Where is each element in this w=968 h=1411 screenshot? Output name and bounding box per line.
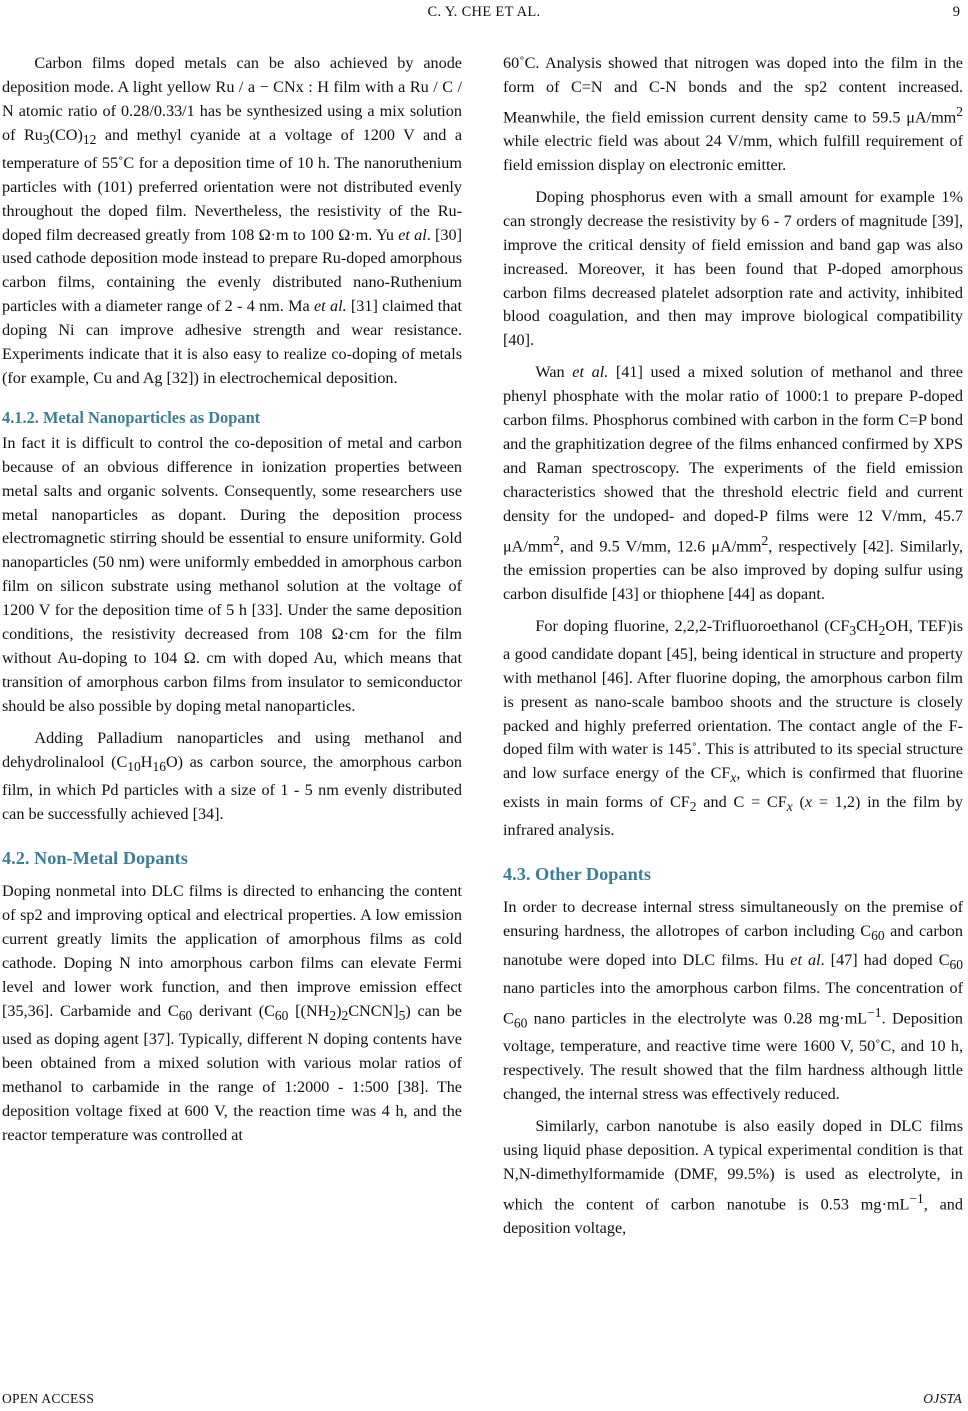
formula-cf2: $CF_2$ <box>669 792 697 814</box>
paragraph-phosphorus: Doping phosphorus even with a small amount for example 1% can strongly decrease the resistivity by 6 - 7 orders of magnitude [39], improve the critical density of field emission and band gap was also increased. Moreover, it has been found that P-doped amorphous carbon films decreased platelet adsorption rate and activity, inhibited blood coagulation, and then may improve biological compatibility [40]. <box>503 187 963 350</box>
section-heading-4-2: 4.2. Non-Metal Dopants <box>2 847 188 868</box>
paragraph-wan: Wan et al. [41] used a mixed solution of methanol and three phenyl phosphate with the molar ratio of 1000:1 to prepare P-doped carbon films. Phosphorus combined with carbon in the form C=P bond and the graphitization degree of the films enhanced confirmed by XPS and Raman spectroscopy. The experiments of the field emission characteristics showed that the threshold electric field and current density for the undoped- and doped-P films were 12 V/mm, 45.7 $\mu A/mm^2$, and 9.5 V/mm, 12.6 $\mu A/mm^2$, respectively [42]. Similarly, the emission properties can be also improved by doping sulfur using carbon disulfide [43] or thiophene [44] as dopant. <box>503 363 964 603</box>
formula-cfx: $CF_x$ <box>710 764 737 786</box>
running-title: C. Y. CHE ET AL. <box>427 4 541 20</box>
page-header <box>0 0 968 30</box>
paragraph-nonmetal: Doping nonmetal into DLC films is directed to enhancing the content of sp2 and improving optical and electrical properties. A low emission current greatly limits the application of amorphous films as cold cathode. Doping N into amorphous carbon films can elevate Fermi level and lower work function, and then improve emission effect [35,36]. Carbamide and $C_{60}$ derivant ($C_{60}$ $[(NH_2)_2CNCN]_5$) can be used as doping agent [37]. Typically, different N doping contents have been obtained from a mixed solution with various molar ratios of methanol to carbamide in the range of 1:2000 - 1:500 [38]. The deposition voltage fixed at 600 V, the reaction time was 4 h, and the reactor temperature was controlled at <box>2 882 462 1144</box>
paragraph-other-dopants: In order to decrease internal stress simultaneously on the premise of ensuring hardness, the allotropes of carbon including $C_{60}$ and carbon nanotube were doped into DLC films. Hu et al. [47] had doped $C_{60}$ nano particles into the amorphous carbon films. The concentration of $C_{60}$ nano particles in the electrolyte was 0.28 $mg\cdot mL^{-1}$. Deposition voltage, temperature, and reactive time were 1600 V, 50˚C, and 10 h, respectively. The result showed that the film hardness although little changed, the internal stress was effectively reduced. <box>503 898 964 1103</box>
formula-cf3ch2oh: $CF_3CH_2OH$ <box>829 616 909 638</box>
paragraph-palladium: Adding Palladium nanoparticles and using methanol and dehydrolinalool $(C_{10}H_{16}O)$ as carbon source, the amorphous carbon film, in which Pd particles with a size of 1 - 5 nm evenly distributed can be successfully achieved [34]. <box>2 728 463 823</box>
paragraph-ru-doping: Carbon films doped metals can be also achieved by anode deposition mode. A light yellow Ru / a − CNx : H film with a Ru / C / N atomic ratio of 0.28/0.33/1 has be synthesized using a mix solution of $Ru_3(CO)_{12}$ and methyl cyanide at a voltage of 1200 V and a temperature of 55˚C for a deposition time of 10 h. The nanoruthenium particles with (101) preferred orientation were not distributed evenly throughout the doped film. Nevertheless, the resistivity of the Ru-doped film decreased greatly from 108 Ω·m to 100 Ω·m. Yu et al. [30] used cathode deposition mode instead to prepare Ru-doped amorphous carbon films, containing the evenly distributed nano-Ruthenium particles with a diameter range of 2 - 4 nm. Ma et al. [31] claimed that doping Ni can improve adhesive strength and wear resistance. Experiments indicate that it is also easy to realize co-doping of metals (for example, Cu and Ag [32]) in electrochemical deposition. <box>2 54 462 388</box>
formula-ru-c-n: Ru / C / N <box>2 77 462 120</box>
subsection-heading-4-1-2: 4.1.2. Metal Nanoparticles as Dopant <box>2 407 261 427</box>
page-number: 9 <box>952 4 960 20</box>
formula-ru-a-cnx-h: Ru / a − CNx : H <box>215 77 329 96</box>
section-heading-4-3: 4.3. Other Dopants <box>503 863 651 884</box>
footer-open-access: OPEN ACCESS <box>2 1391 95 1406</box>
paragraph-carbon-nanotube: Similarly, carbon nanotube is also easily doped in DLC films using liquid phase deposition. A typical experimental condition is that N,N-dimethylformamide (DMF, 99.5%) is used as electrolyte, in which the content of carbon nanotube is 0.53 $mg\cdot mL^{-1}$, and deposition voltage, <box>503 1116 963 1237</box>
formula-ru3co12: $Ru_3(CO)_{12}$ <box>23 125 97 147</box>
paragraph-nanoparticles: In fact it is difficult to control the co-deposition of metal and carbon because of an obvious difference in ionization properties between metal salts and organic solvents. Consequently, some researchers use metal nanoparticles as dopant. During the deposition process electromagnetic stirring should be essential to ensure uniformity. Gold nanoparticles (50 nm) were uniformly embedded in amorphous carbon film on silicon substrate using methanol solution at the voltage of 1200 V for the deposition time of 5 h [33]. Under the same deposition conditions, the resistivity decreased from 108 Ω·cm for the film without Au-doping to 104 Ω. cm with doped Au, which means that transition of amorphous carbon films from insulator to semiconductor should be also possible by doping metal nanoparticles. <box>2 433 462 715</box>
footer-journal: OJSTA <box>923 1391 962 1406</box>
left-column <box>2 52 462 1148</box>
formula-c-cfx: $C = CF_x$ <box>733 792 793 814</box>
paragraph-fluorine: For doping fluorine, 2,2,2-Trifluoroethanol ($CF_3CH_2OH$, TEF)is a good candidate dopant [45], being identical in structure and property with methanol [46]. After fluorine doping, the amorphous carbon film is present as nano-scale bamboo shoots and the structure is closely packed and highly preferred orientation. The contact angle of the F-doped film with water is 145˚. This is attributed to its special structure and low surface energy of the $CF_x$, which is confirmed that fluorine exists in main forms of $CF_2$ and $C = CF_x$ (x = 1,2) in the film by infrared analysis. <box>503 616 963 839</box>
paragraph-nitrogen-result: 60˚C. Analysis showed that nitrogen was doped into the film in the form of C=N and C-N bonds and the sp2 content increased. Meanwhile, the field emission current density came to 59.5 $\mu A/mm^2$ while electric field was about 24 V/mm, which fulfill requirement of field emission display on electronic emitter. <box>503 54 963 175</box>
right-column <box>503 52 963 1241</box>
